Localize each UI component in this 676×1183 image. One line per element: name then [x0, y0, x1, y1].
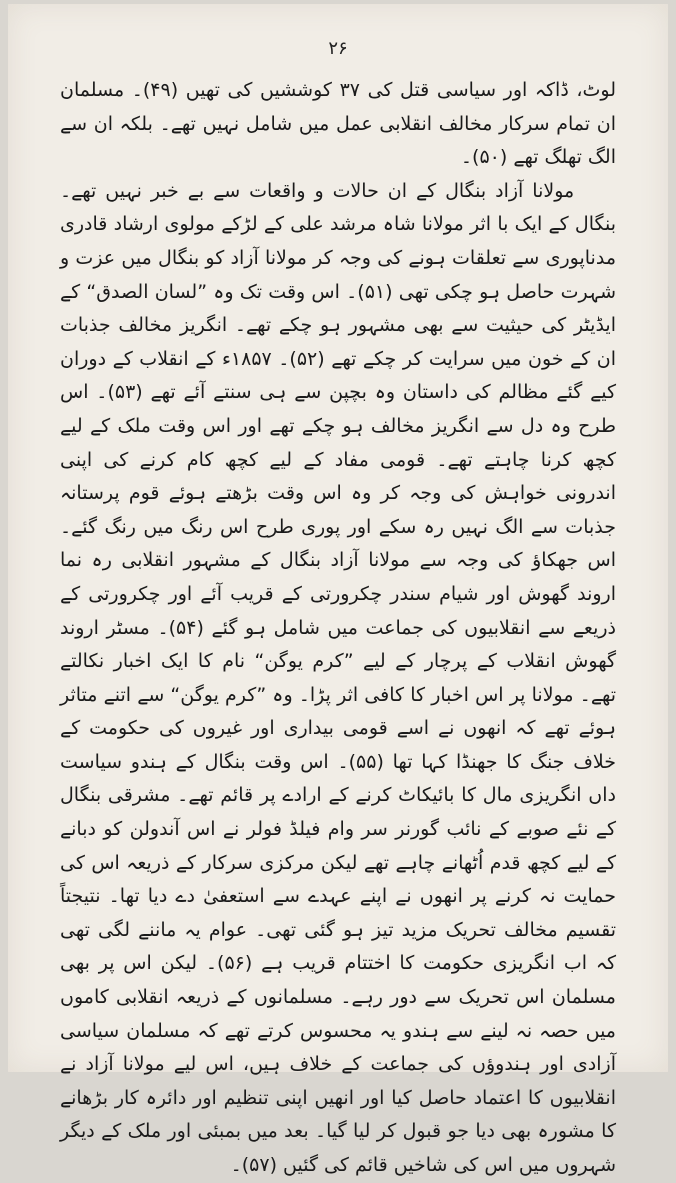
- paragraph-2: مولانا آزاد بنگال کے ان حالات و واقعات سے بے خبر نہیں تھے۔ بنگال کے ایک با اثر مولانا شاہ مرشد علی کے لڑکے مولوی ارشاد قادری مدناپوری سے تعلقات ہونے کی وجہ کر مولانا آزاد کو بنگال میں عزت و شہرت حاصل ہو چکی تھی (۵۱)۔ اس وقت تک وہ ”لسان الصدق“ کے ایڈیٹر کی حیثیت سے بھی مشہور ہو چکے تھے۔ انگریز مخالف جذبات ان کے خون میں سرایت کر چکے تھے (۵۲)۔ ۱۸۵۷ء کے انقلاب کے دوران کیے گئے مظالم کی داستان وہ بچپن سے ہی سنتے آئے تھے (۵۳)۔ اس طرح وہ دل سے انگریز مخالف ہو چکے تھے اور اس وقت ملک کے لیے کچھ کرنا چاہتے تھے۔ قومی مفاد کے لیے کچھ کام کرنے کی اپنی اندرونی خواہش کی وجہ کر وہ اس وقت بڑھتے ہوئے قوم پرستانہ جذبات سے الگ نہیں رہ سکے اور پوری طرح اس رنگ میں رنگ گئے۔ اس جھکاؤ کی وجہ سے مولانا آزاد بنگال کے مشہور انقلابی رہ نما اروند گھوش اور شیام سندر چکرورتی کے قریب آئے اور چکرورتی کے ذریعے سے انقلابیوں کی جماعت میں شامل ہو گئے (۵۴)۔ مسٹر اروند گھوش انقلاب کے پرچار کے لیے ”کرم یوگن“ نام کا ایک اخبار نکالتے تھے۔ مولانا پر اس اخبار کا کافی اثر پڑا۔ وہ ”کرم یوگن“ سے اتنے متاثر ہوئے تھے کہ انھوں نے اسے قومی بیداری اور غیروں کی حکومت کے خلاف جنگ کا جھنڈا کہا تھا (۵۵)۔ اس وقت بنگال کے ہندو سیاست داں انگریزی مال کا بائیکاٹ کرنے کے ارادے پر قائم تھے۔ مشرقی بنگال کے نئے صوبے کے نائب گورنر سر وام فیلڈ فولر نے اس آندولن کو دبانے کے لیے کچھ قدم اُٹھانے چاہے تھے لیکن مرکزی سرکار کے ذریعہ اس کی حمایت نہ کرنے پر انھوں نے اپنے عہدے سے استعفیٰ دے دیا تھا۔ نتیجتاً تقسیم مخالف تحریک مزید تیز ہو گئی تھی۔ عوام یہ ماننے لگی تھی کہ اب انگریزی حکومت کا اختتام قریب ہے (۵۶)۔ لیکن اس پر بھی مسلمان اس تحریک سے دور رہے۔ مسلمانوں کے ذریعہ انقلابی کاموں میں حصہ نہ لینے سے ہندو یہ محسوس کرتے تھے کہ مسلمان سیاسی آزادی اور ہندوؤں کی جماعت کے خلاف ہیں، اس لیے مولانا آزاد نے انقلابیوں کا اعتماد حاصل کیا اور انھیں اپنی تنظیم اور دائرہ کار بڑھانے کا مشورہ بھی دیا جو قبول کر لیا گیا۔ بعد میں بمبئی اور ملک کے دیگر شہروں میں اس کی شاخیں قائم کی گئیں (۵۷)۔: [60, 179, 617, 1176]
- page-number: ۲۶: [328, 38, 348, 59]
- page-body-text: [60, 74, 616, 1183]
- book-page: [8, 4, 668, 1176]
- paragraph-1: لوٹ، ڈاکہ اور سیاسی قتل کی ۳۷ کوششیں کی تھیں (۴۹)۔ مسلمان ان تمام سرکار مخالف انقلابی عمل میں شامل نہیں تھے۔ بلکہ ان سے الگ تھلگ تھے (۵۰)۔: [60, 79, 617, 169]
